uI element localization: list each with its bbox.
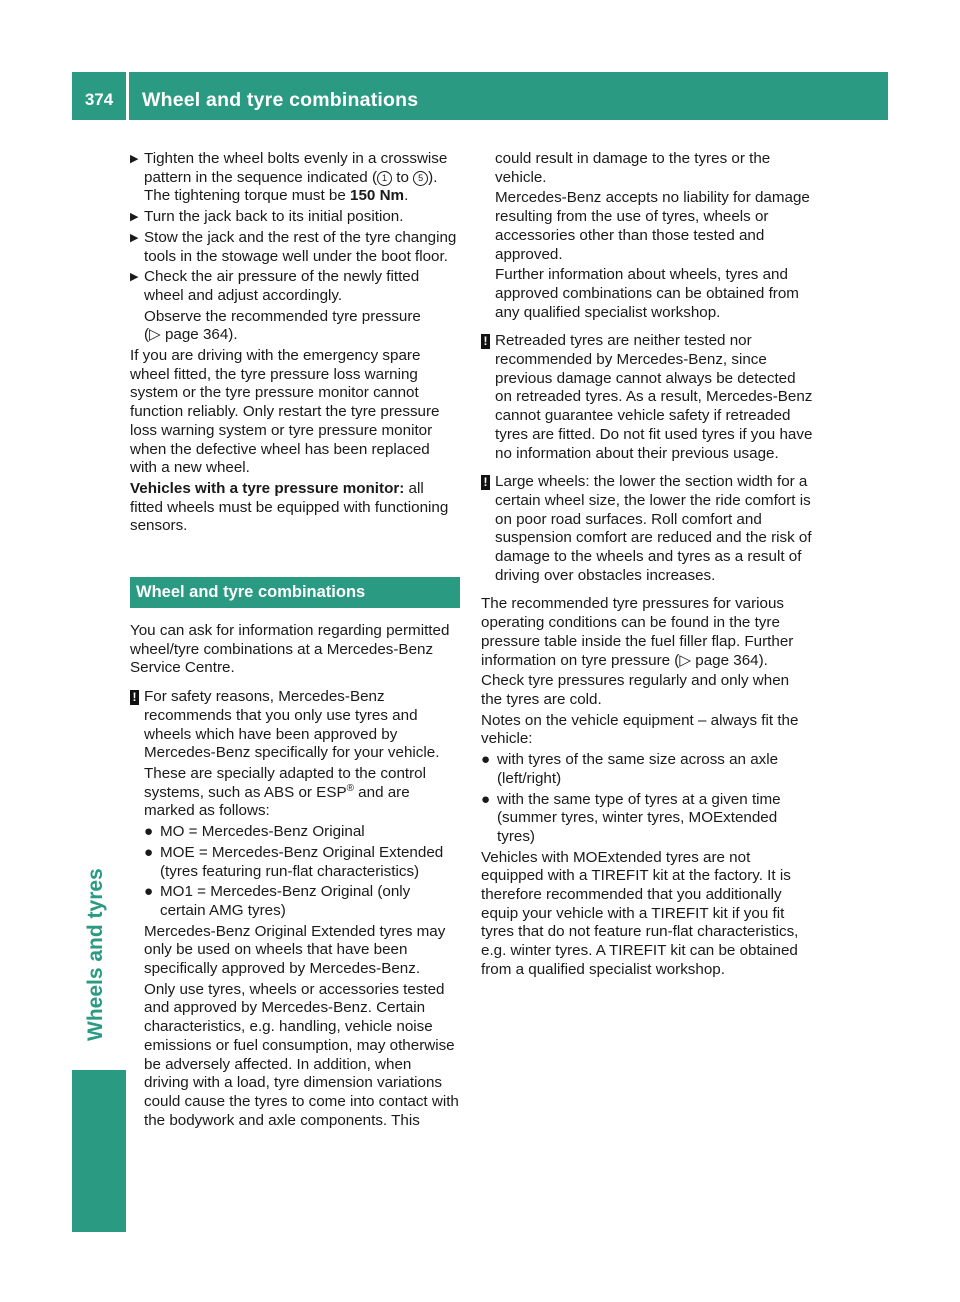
- page-title: Wheel and tyre combinations: [142, 89, 419, 111]
- warning-icon: !: [481, 475, 490, 490]
- warning-text: For safety reasons, Mercedes-Benz recommends that you only use tyres and wheels which have been approved by Mercedes-Benz specifically for your vehicle.: [144, 688, 440, 762]
- warning-text: Further information about wheels, tyres and approved combinations can be obtained from any qualified specialist workshop.: [495, 266, 799, 321]
- callout-1-icon: 1: [377, 171, 392, 186]
- list-item-text: MO1 = Mercedes-Benz Original (only certain AMG tyres): [160, 883, 411, 919]
- bullet-icon: ●: [481, 751, 491, 769]
- paragraph-text: all fitted wheels must be equipped with functioning sensors.: [130, 479, 449, 535]
- left-column: [130, 150, 460, 1132]
- side-tab: [84, 800, 114, 1060]
- bullet-icon: ●: [144, 883, 154, 901]
- step-arrow-icon: ▶: [130, 211, 139, 224]
- warning-block: [481, 332, 813, 463]
- side-tab-block: [72, 1070, 126, 1232]
- list-item-text: MO = Mercedes-Benz Original: [160, 823, 365, 841]
- registered-mark: ®: [346, 782, 354, 794]
- step-text: to: [392, 168, 414, 186]
- bullet-icon: ●: [144, 823, 154, 841]
- step-item: [130, 208, 460, 227]
- side-tab-label: Wheels and tyres: [84, 868, 107, 1042]
- warning-icon: !: [130, 690, 139, 705]
- warning-text: Retreaded tyres are neither tested nor recommended by Mercedes-Benz, since previous damage cannot always be detected on retreaded tyres. As a result, Mercedes-Benz cannot guarantee vehicle safety if retreaded tyres are fitted. Do not fit used tyres if you have no information about their previous usage.: [495, 332, 813, 462]
- paragraph: [130, 480, 460, 536]
- list-item-text: with tyres of the same size across an axle (left/right): [497, 751, 779, 787]
- warning-text: Mercedes-Benz accepts no liability for damage resulting from the use of tyres, wheels or accessories other than those tested and approved.: [495, 189, 810, 263]
- step-text: Tighten the wheel bolts evenly in a crosswise pattern in the sequence indicated (: [144, 150, 448, 186]
- right-column: [481, 150, 813, 982]
- paragraph: You can ask for information regarding permitted wheel/tyre combinations at a Mercedes-Benz Service Centre.: [130, 622, 450, 677]
- list-item: [481, 751, 813, 788]
- step-text: .: [404, 187, 409, 205]
- page-reference-link[interactable]: (▷ page 364).: [144, 326, 238, 344]
- paragraph: If you are driving with the emergency spare wheel fitted, the tyre pressure loss warning system or the tyre pressure monitor cannot function reliably. Only restart the tyre pressure loss warning system or tyre pressure monitor when the defective wheel has been replaced with a new wheel.: [130, 347, 440, 477]
- step-text: ). The tightening torque must be: [144, 168, 438, 205]
- step-arrow-icon: ▶: [130, 153, 139, 165]
- bullet-icon: ●: [481, 790, 491, 808]
- step-arrow-icon: ▶: [130, 231, 139, 244]
- warning-text-part: and are marked as follows:: [144, 783, 410, 820]
- warning-text: [144, 765, 460, 821]
- bullet-icon: ●: [144, 843, 154, 861]
- list-item: [144, 883, 460, 920]
- list-item: [144, 823, 460, 842]
- torque-value: 150 Nm: [350, 187, 405, 205]
- list-item: [481, 791, 813, 847]
- section-heading: Wheel and tyre combinations: [130, 577, 460, 608]
- step-item: [130, 268, 460, 305]
- warning-text: Large wheels: the lower the section width for a certain wheel size, the lower the ride comfort is on poor road surfaces. Roll comfort and suspension comfort are reduced and the risk of damage to the wheels and tyres as a result of driving over obstacles increases.: [495, 473, 812, 584]
- warning-text: could result in damage to the tyres or the vehicle.: [495, 150, 771, 186]
- step-note: [130, 308, 460, 345]
- paragraph: Check tyre pressures regularly and only when the tyres are cold.: [481, 672, 790, 708]
- paragraph: The recommended tyre pressures for various operating conditions can be found in the tyre pressure table inside the fuel filler flap. Further information on tyre pressure (▷ page 364).: [481, 595, 794, 669]
- page-number: 374: [84, 90, 114, 109]
- warning-text: Mercedes-Benz Original Extended tyres may only be used on wheels that have been specifically approved by Mercedes-Benz.: [144, 922, 446, 978]
- warning-block: [130, 688, 460, 1130]
- list-item-text: MOE = Mercedes-Benz Original Extended (tyres featuring run-flat characteristics): [160, 843, 444, 880]
- list-item-text: with the same type of tyres at a given time (summer tyres, winter tyres, MOExtended tyres): [497, 790, 781, 845]
- warning-continuation: [481, 150, 813, 322]
- step-text: Check the air pressure of the newly fitted wheel and adjust accordingly.: [144, 268, 420, 304]
- header-divider: [126, 72, 129, 120]
- step-item: [130, 229, 460, 266]
- warning-text: Only use tyres, wheels or accessories tested and approved by Mercedes-Benz. Certain characteristics, e.g. handling, vehicle noise emissions or fuel consumption, may otherwise be adversely affected. In addition, when driving with a load, tyre dimension variations could cause the tyres to come into contact with the bodywork and axle components. This: [144, 980, 459, 1129]
- list-item: [144, 844, 460, 881]
- warning-block: [481, 473, 813, 585]
- warning-icon: !: [481, 334, 490, 349]
- bold-lead: Vehicles with a tyre pressure monitor:: [130, 479, 405, 497]
- paragraph: Notes on the vehicle equipment – always fit the vehicle:: [481, 711, 799, 748]
- warning-text-part: These are specially adapted to the control systems, such as ABS or ESP: [144, 764, 426, 801]
- callout-5-icon: 5: [413, 171, 428, 186]
- step-text: Turn the jack back to its initial position.: [144, 208, 404, 226]
- step-arrow-icon: ▶: [130, 271, 139, 284]
- paragraph: Vehicles with MOExtended tyres are not equipped with a TIREFIT kit at the factory. It is therefore recommended that you additionally equip your vehicle with a TIREFIT kit if you fit tyres that do not feature run-flat characteristics, e.g. winter tyres. A TIREFIT kit can be obtained from a qualified specialist workshop.: [481, 848, 799, 978]
- step-item: [130, 150, 460, 206]
- step-text: Stow the jack and the rest of the tyre changing tools in the stowage well under the boot floor.: [144, 228, 457, 265]
- note-text: Observe the recommended tyre pressure: [144, 307, 421, 325]
